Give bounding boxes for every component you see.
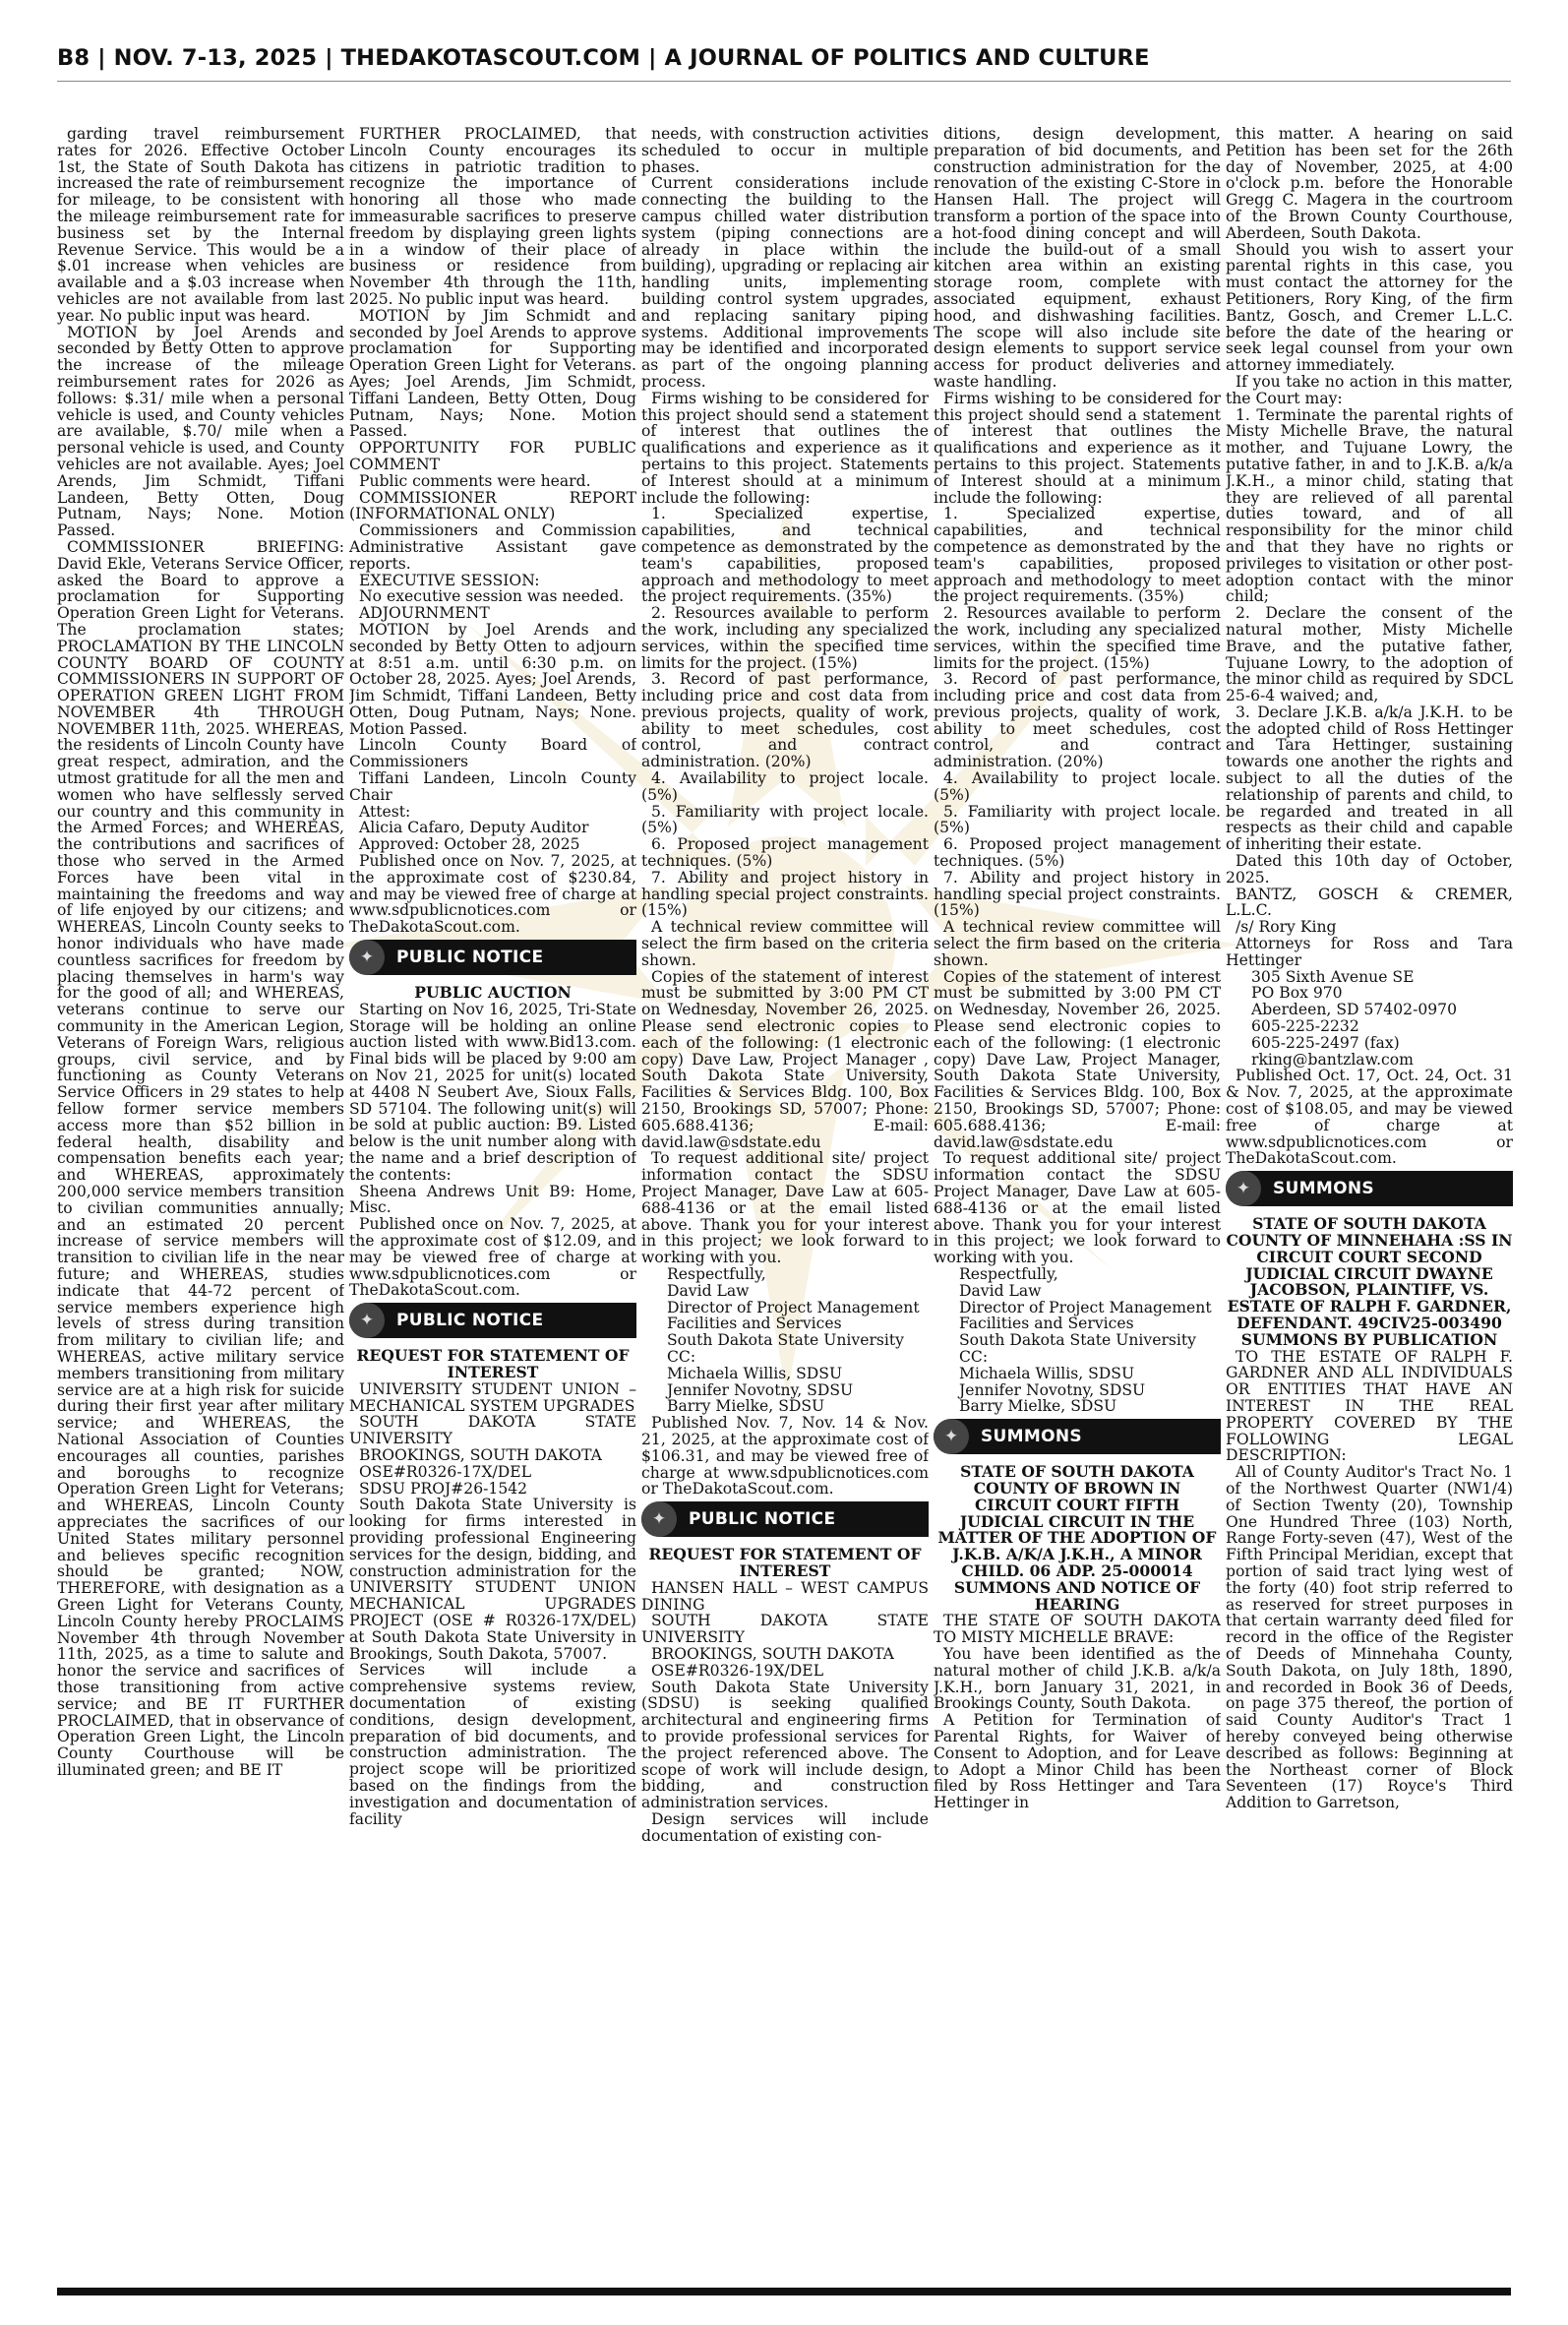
notice-heading: REQUEST FOR STATEMENT OF INTEREST (648, 1545, 922, 1580)
notice-paragraph: To request additional site/ project information contact the SDSU Project Manager, Dave Law at 605-688-4136 or at the email listed above. Thank you for your interest in this project; we look forward to working with you. (641, 1149, 929, 1267)
notice-paragraph: 7. Ability and project history in handling special project constraints. (15%) (934, 868, 1221, 920)
notice-paragraph: 1. Specialized expertise, capabilities, and technical competence as demonstrated by the team's capabilities, proposed approach and methodology to meet the project requirements. (35%) (934, 505, 1221, 606)
notice-paragraph: 2. Resources available to perform the work, including any specialized services, within the specified time limits for the project. (15%) (641, 604, 929, 672)
signature-line: Jennifer Novotny, SDSU (959, 1380, 1146, 1399)
notice-paragraph: Published once on Nov. 7, 2025, at the approximate cost of $230.84, and may be viewed free of charge at www.sdpublicnotices.com or TheDakotaScout.com. (349, 852, 636, 937)
signature-line: PO Box 970 (1251, 984, 1343, 1003)
notice-paragraph: EXECUTIVE SESSION: (359, 571, 540, 589)
banner-label: SUMMONS (1273, 1179, 1374, 1199)
signature-line: Jennifer Novotny, SDSU (667, 1380, 854, 1399)
signature-line: 305 Sixth Avenue SE (1251, 967, 1415, 986)
notice-paragraph: Commissioners and Commission Administrative Assistant gave reports. (349, 521, 636, 573)
signature-line: Respectfully, (667, 1264, 766, 1283)
notice-paragraph: Published once on Nov. 7, 2025, at the approximate cost of $12.09, and may be viewed free of charge at www.sdpublicnotices.com or TheDakotaScout.com. (349, 1215, 636, 1300)
notice-paragraph: OPPORTUNITY FOR PUBLIC COMMENT (349, 439, 636, 473)
notice-paragraph: Copies of the statement of interest must be submitted by 3:00 PM CT on Wednesday, November 26, 2025. Please send electronic copies to each of the following: (1 electronic copy) Dave Law, Project Manager , South Dakota State University, Facilities & Services Bldg. 100, Box 2150, Brookings SD, 57007; Phone: 605.688.4136; E-mail: david.law@sdstate.edu (641, 967, 929, 1151)
masthead-divider: | (97, 45, 106, 71)
notice-heading: STATE OF SOUTH DAKOTA COUNTY OF MINNEHAHA :SS IN CIRCUIT COURT SECOND JUDICIAL CIRCUIT DWAYNE JACOBSON, PLAINTIFF, VS. ESTATE OF RALPH F. GARDNER, DEFENDANT. 49CIV25-003490 SUMMONS BY PUBLICATION (1226, 1214, 1513, 1349)
site-link[interactable]: THEDAKOTASCOUT.COM (340, 45, 641, 71)
signature-line: South Dakota State University (959, 1331, 1196, 1350)
notice-paragraph: BANTZ, GOSCH & CREMER, L.L.C. (1226, 885, 1513, 920)
notice-paragraph: MOTION by Joel Arends and seconded by Betty Otten to adjourn at 8:51 a.m. until 6:30 p.m. on October 28, 2025. Ayes; Joel Arends, Jim Schmidt, Tiffani Landeen, Betty Otten, Doug Putnam, Nays; None. Motion Passed. (349, 620, 636, 738)
notice-paragraph: 3. Record of past performance, including price and cost data from previous projects, quality of work, ability to meet schedules, cost control, and contract administration. (20%) (934, 670, 1221, 771)
notice-paragraph: COMMISSIONER REPORT (INFORMATIONAL ONLY) (349, 488, 636, 523)
notice-paragraph: OSE#R0326-17X/DEL (359, 1462, 532, 1481)
masthead-divider: | (648, 45, 657, 71)
notice-paragraph: SOUTH DAKOTA STATE UNIVERSITY (349, 1413, 636, 1448)
masthead-divider: | (325, 45, 333, 71)
notice-paragraph: Dated this 10th day of October, 2025. (1226, 852, 1513, 887)
notice-columns (57, 126, 1511, 2281)
notice-paragraph: Firms wishing to be considered for this project should send a statement of interest that outlines the qualifications and experience as it pertains to this project. Statements of Interest should at a minimum include the following: (934, 389, 1221, 507)
newspaper-icon: ✦ (349, 1303, 385, 1338)
notice-paragraph: HANSEN HALL – WEST CAMPUS DINING (641, 1578, 929, 1614)
column-1 (57, 126, 344, 2279)
banner-label: PUBLIC NOTICE (689, 1509, 836, 1530)
signature-line: South Dakota State University (667, 1331, 904, 1350)
notice-heading: PUBLIC AUCTION (414, 983, 572, 1003)
notice-paragraph: garding travel reimbursement rates for 2026. Effective October 1st, the State of South Dakota has increased the rate of reimbursement for mileage, to be consistent with the mileage reimbursement rate for business set by the Internal Revenue Service. This would be a $.01 increase when vehicles are available and a $.03 increase when vehicles are not available from last year. No public input was heard. (57, 126, 344, 325)
signature-line: Barry Mielke, SDSU (959, 1397, 1117, 1416)
notice-heading: STATE OF SOUTH DAKOTA COUNTY OF BROWN IN CIRCUIT COURT FIFTH JUDICIAL CIRCUIT IN THE MATTER OF THE ADOPTION OF J.K.B. A/K/A J.K.H., A MINOR CHILD. 06 ADP. 25-000014 SUMMONS AND NOTICE OF HEARING (937, 1462, 1217, 1614)
notice-paragraph: 3. Declare J.K.B. a/k/a J.K.H. to be the adopted child of Ross Hettinger and Tara Hettinger, sustaining towards one another the rights and subject to all the duties of the relationship of parents and child, to be regarded and treated in all respects as their child and capable of inheriting their estate. (1226, 703, 1513, 854)
notice-paragraph: BROOKINGS, SOUTH DAKOTA (651, 1644, 894, 1663)
signature-line: Director of Project Management (667, 1298, 920, 1316)
public-notice-banner (641, 1501, 929, 1537)
notice-paragraph: 3. Record of past performance, including price and cost data from previous projects, quality of work, ability to meet schedules, cost control, and contract administration. (20%) (641, 670, 929, 771)
issue-dates: NOV. 7-13, 2025 (113, 45, 318, 71)
notice-paragraph: Starting on Nov 16, 2025, Tri-State Storage will be holding an online auction listed with www.Bid13.com. Final bids will be placed by 9:00 am on Nov 21, 2025 for unit(s) located at 4408 N Seubert Ave, Sioux Falls, SD 57104. The following unit(s) will be sold at public auction: B9. Listed below is the unit number along with the name and a brief description of the contents: (349, 1000, 636, 1184)
notice-paragraph: 4. Availability to project locale. (5%) (934, 769, 1221, 804)
notice-paragraph: TO THE ESTATE OF RALPH F. GARDNER AND ALL INDIVIDUALS OR ENTITIES THAT HAVE AN INTEREST IN THE REAL PROPERTY COVERED BY THE FOLLOWING LEGAL DESCRIPTION: (1226, 1347, 1513, 1465)
banner-label: SUMMONS (981, 1427, 1082, 1447)
notice-paragraph: South Dakota State University is looking for firms interested in providing professional Engineering services for the design, bidding, and construction administration for the UNIVERSITY STUDENT UNION MECHANICAL UPGRADES PROJECT (OSE # R0326-17X/DEL) at South Dakota State University in Brookings, South Dakota, 57007. (349, 1496, 636, 1663)
notice-paragraph: 6. Proposed project management techniques. (5%) (641, 835, 929, 871)
notice-paragraph: OSE#R0326-19X/DEL (651, 1661, 824, 1680)
notice-paragraph: /s/ Rory King (1236, 918, 1337, 937)
signature-line: Barry Mielke, SDSU (667, 1397, 825, 1416)
notice-paragraph: Sheena Andrews Unit B9: Home, Misc. (349, 1182, 636, 1217)
notice-paragraph: ADJOURNMENT (359, 604, 490, 623)
page-number: B8 (57, 45, 90, 71)
signature-line: rking@bantzlaw.com (1251, 1050, 1414, 1069)
notice-paragraph: Alicia Cafaro, Deputy Auditor (359, 819, 589, 837)
newspaper-icon: ✦ (934, 1419, 969, 1454)
notice-paragraph: 5. Familiarity with project locale. (5%) (641, 802, 929, 837)
notice-paragraph: Published Oct. 17, Oct. 24, Oct. 31 & Nov. 7, 2025, at the approximate cost of $108.05, and may be viewed free of charge at www.sdpublicnotices.com or TheDakotaScout.com. (1226, 1067, 1513, 1168)
notice-paragraph: 2. Resources available to perform the work, including any specialized services, within the specified time limits for the project. (15%) (934, 604, 1221, 672)
notice-paragraph: You have been identified as the natural mother of child J.K.B. a/k/a J.K.H., born January 31, 2021, in Brookings County, South Dakota. (934, 1644, 1221, 1713)
notice-paragraph: 1. Specialized expertise, capabilities, and technical competence as demonstrated by the team's capabilities, proposed approach and methodology to meet the project requirements. (35%) (641, 505, 929, 606)
notice-paragraph: needs, with construction activities scheduled to occur in multiple phases. (641, 126, 929, 176)
notice-paragraph: 7. Ability and project history in handling special project constraints. (15%) (641, 868, 929, 920)
notice-paragraph: 4. Availability to project locale. (5%) (641, 769, 929, 804)
notice-paragraph: Attest: (359, 802, 411, 821)
notice-paragraph: Lincoln County Board of Commissioners (349, 736, 636, 771)
signature-line: David Law (667, 1281, 750, 1300)
notice-paragraph: UNIVERSITY STUDENT UNION – MECHANICAL SYSTEM UPGRADES (349, 1379, 636, 1415)
notice-paragraph: A technical review committee will select the firm based on the criteria shown. (641, 918, 929, 969)
signature-line: 605-225-2232 (1251, 1017, 1359, 1036)
signature-line: Michaela Willis, SDSU (959, 1364, 1135, 1382)
notice-paragraph: MOTION by Jim Schmidt and seconded by Joel Arends to approve proclamation for Supporting Operation Green Light for Veterans. Ayes; Joel Arends, Jim Schmidt, Tiffani Landeen, Betty Otten, Doug Putnam, Nays; None. Motion Passed. (349, 306, 636, 441)
notice-paragraph: Should you wish to assert your parental rights in this case, you must contact the attorney for the Petitioners, Rory King, of the firm Bantz, Gosch, and Cremer L.L.C. before the date of the hearing or seek legal counsel from your own attorney immediately. (1226, 240, 1513, 375)
newspaper-icon: ✦ (349, 940, 385, 975)
notice-paragraph: MOTION by Joel Arends and seconded by Betty Otten to approve the increase of the mileage reimbursement rates for 2026 as follows: $.31/ mile when a personal vehicle is used, and County vehicles are available, $.70/ mile when a personal vehicle is used, and County vehicles are not available. Ayes; Joel Arends, Jim Schmidt, Tiffani Landeen, Betty Otten, Doug Putnam, Nays; None. Motion Passed. (57, 323, 344, 540)
notice-paragraph: All of County Auditor's Tract No. 1 of the Northwest Quarter (NW1/4) of Section Twenty (20), Township One Hundred Three (103) North, Range Forty-seven (47), West of the Fifth Principal Meridian, except that portion of said tract lying west of the forty (40) foot strip referred to as reserved for street purposes in that certain warranty deed filed for record in the office of the Register of Deeds of Minnehaha County, South Dakota, on July 18th, 1890, and recorded in Book 36 of Deeds, on page 375 thereof, the portion of said County Auditor's Tract 1 hereby conveyed being otherwise described as follows: Beginning at the Northeast corner of Block Seventeen (17) Royce's Third Addition to Garretson, (1226, 1463, 1513, 1812)
signature-line: Facilities and Services (959, 1315, 1134, 1333)
column-2 (349, 126, 636, 2279)
notice-paragraph: FURTHER PROCLAIMED, that Lincoln County encourages its citizens in patriotic tradition to recognize the importance of honoring all those who made immeasurable sacrifices to preserve freedom by displaying green lights in a window of their place of business or residence from November 4th through the 11th, 2025. No public input was heard. (349, 126, 636, 308)
notice-paragraph: THE STATE OF SOUTH DAKOTA TO MISTY MICHELLE BRAVE: (934, 1612, 1221, 1647)
public-notice-banner (349, 940, 636, 975)
signature-line: Michaela Willis, SDSU (667, 1364, 843, 1382)
notice-paragraph: Public comments were heard. (359, 471, 591, 490)
notice-paragraph: SOUTH DAKOTA STATE UNIVERSITY (641, 1612, 929, 1647)
column-4 (934, 126, 1221, 2279)
notice-paragraph: Services will include a comprehensive systems review, documentation of existing conditions, design development, preparation of bid documents, and construction administration. The project scope will be prioritized based on the findings from the investigation and documentation of facility (349, 1661, 636, 1828)
newspaper-icon: ✦ (641, 1501, 677, 1537)
notice-paragraph: BROOKINGS, SOUTH DAKOTA (359, 1445, 602, 1464)
notice-paragraph: COMMISSIONER BRIEFING: David Ekle, Veterans Service Officer, asked the Board to approve a proclamation for Supporting Operation Green Light for Veterans. The proclamation states; PROCLAMATION BY THE LINCOLN COUNTY BOARD OF COUNTY COMMISSIONERS IN SUPPORT OF OPERATION GREEN LIGHT FROM NOVEMBER 4th THROUGH NOVEMBER 11th, 2025. WHEREAS, the residents of Lincoln County have great respect, admiration, and the utmost gratitude for all the men and women who have selflessly served our country and this community in the Armed Forces; and WHEREAS, the contributions and sacrifices of those who served in the Armed Forces have been vital in maintaining the freedoms and way of life enjoyed by our citizens; and WHEREAS, Lincoln County seeks to honor individuals who have made countless sacrifices for freedom by placing themselves in harm's way for the good of all; and WHEREAS, veterans continue to serve our community in the American Legion, Veterans of Foreign Wars, religious groups, civil service, and by functioning as County Veterans Service Officers in 29 states to help fellow former service members access more than $52 billion in federal health, disability and compensation benefits each year; and WHEREAS, approximately 200,000 service members transition to civilian communities annually; and an estimated 20 percent increase of service members will transition to civilian life in the near future; and WHEREAS, studies indicate that 44-72 percent of service members experience high levels of stress during transition from military to civilian life; and WHEREAS, active military service members transitioning from military service are at a high risk for suicide during their first year after military service; and WHEREAS, the National Association of Counties encourages all counties, parishes and boroughs to recognize Operation Green Light for Veterans; and WHEREAS, Lincoln County appreciates the sacrifices of our United States military personnel and believes specific recognition should be granted; NOW, THEREFORE, with designation as a Green Light for Veterans County, Lincoln County hereby PROCLAIMS November 4th through November 11th, 2025, as a time to salute and honor the service and sacrifices of those transitioning from active service; and BE IT FURTHER PROCLAIMED, that in observance of Operation Green Light, the Lincoln County Courthouse will be illuminated green; and BE IT (57, 537, 344, 1779)
banner-label: PUBLIC NOTICE (396, 1311, 544, 1331)
notice-paragraph: Design services will include documentation of existing con- (641, 1809, 929, 1845)
notice-paragraph: A Petition for Termination of Parental Rights, for Waiver of Consent to Adoption, and for Leave to Adopt a Minor Child has been filed by Ross Hettinger and Tara Hettinger in (934, 1711, 1221, 1812)
notice-paragraph: If you take no action in this matter, the Court may: (1226, 372, 1513, 407)
notice-paragraph: SDSU PROJ#26-1542 (359, 1479, 528, 1498)
notice-paragraph: ditions, design development, preparation of bid documents, and construction administration for the renovation of the existing C-Store in Hansen Hall. The project will transform a portion of the space into a hot-food dining concept and will include the build-out of a small kitchen area within an existing storage room, complete with associated equipment, exhaust hood, and dishwashing facilities. The scope will also include site design elements to support service access for product deliveries and waste handling. (934, 126, 1221, 391)
public-notice-banner (349, 1303, 636, 1338)
notice-paragraph: 6. Proposed project management techniques. (5%) (934, 835, 1221, 871)
notice-paragraph: Current considerations include connecting the building to the campus chilled water distribution system (piping connections are already in place within the building), upgrading or replacing air handling units, implementing building control system upgrades, and replacing sanitary piping systems. Additional improvements may be identified and incorporated as part of the ongoing planning process. (641, 174, 929, 391)
signature-line: Director of Project Management (959, 1298, 1212, 1316)
notice-paragraph: Copies of the statement of interest must be submitted by 3:00 PM CT on Wednesday, November 26, 2025. Please send electronic copies to each of the following: (1 electronic copy) Dave Law, Project Manager, South Dakota State University, Facilities & Services Bldg. 100, Box 2150, Brookings SD, 57007; Phone: 605.688.4136; E-mail: david.law@sdstate.edu (934, 967, 1221, 1151)
signature-line: Facilities and Services (667, 1315, 842, 1333)
tagline: A JOURNAL OF POLITICS AND CULTURE (664, 45, 1150, 71)
notice-paragraph: 1. Terminate the parental rights of Misty Michelle Brave, the natural mother, and Tujuane Lowry, the putative father, in and to J.K.B. a/k/a J.K.H., a minor child, stating that they are relieved of all parental duties toward, and of all responsibility for the minor child and that they have no rights or privileges to visitation or other post-adoption contact with the minor child; (1226, 405, 1513, 606)
notice-paragraph: 2. Declare the consent of the natural mother, Misty Michelle Brave, and the putative father, Tujuane Lowry, to the adoption of the minor child as required by SDCL 25-6-4 waived; and, (1226, 604, 1513, 705)
masthead (57, 45, 1150, 75)
footer-rule (57, 2288, 1511, 2295)
header-rule (57, 81, 1511, 82)
notice-paragraph: To request additional site/ project information contact the SDSU Project Manager, Dave Law at 605-688-4136 or at the email listed above. Thank you for your interest in this project; we look forward to working with you. (934, 1149, 1221, 1267)
signature-line: Aberdeen, SD 57402-0970 (1251, 1001, 1458, 1019)
notice-paragraph: Approved: October 28, 2025 (359, 835, 580, 854)
signature-line: 605-225-2497 (fax) (1251, 1033, 1400, 1052)
column-5 (1226, 126, 1513, 2279)
signature-line: David Law (959, 1281, 1042, 1300)
signature-line: Respectfully, (959, 1264, 1058, 1283)
notice-heading: REQUEST FOR STATEMENT OF INTEREST (356, 1346, 630, 1381)
notice-paragraph: South Dakota State University (SDSU) is seeking qualified architectural and engineering firms to provide professional services for the project referenced above. The scope of work will include design, bidding, and construction administration services. (641, 1678, 929, 1812)
banner-label: PUBLIC NOTICE (396, 948, 544, 968)
notice-paragraph: No executive session was needed. (359, 587, 625, 606)
signature-line: CC: (959, 1347, 989, 1366)
notice-paragraph: A technical review committee will select the firm based on the criteria shown. (934, 918, 1221, 969)
notice-paragraph: 5. Familiarity with project locale. (5%) (934, 802, 1221, 837)
notice-paragraph: Attorneys for Ross and Tara Hettinger (1226, 935, 1513, 969)
summons-banner (1226, 1171, 1513, 1206)
notice-paragraph: Published Nov. 7, Nov. 14 & Nov. 21, 2025, at the approximate cost of $106.31, and may be viewed free of charge at www.sdpublicnotices.com or TheDakotaScout.com. (641, 1414, 929, 1499)
column-3 (641, 126, 929, 2279)
notice-paragraph: Tiffani Landeen, Lincoln County Chair (349, 769, 636, 804)
signature-line: CC: (667, 1347, 696, 1366)
summons-banner (934, 1419, 1221, 1454)
notice-paragraph: this matter. A hearing on said Petition has been set for the 26th day of November, 2025, at 4:00 o'clock p.m. before the Honorable Gregg C. Magera in the courtroom of the Brown County Courthouse, Aberdeen, South Dakota. (1226, 126, 1513, 242)
newspaper-icon: ✦ (1226, 1171, 1261, 1206)
notice-paragraph: Firms wishing to be considered for this project should send a statement of interest that outlines the qualifications and experience as it pertains to this project. Statements of Interest should at a minimum include the following: (641, 389, 929, 507)
